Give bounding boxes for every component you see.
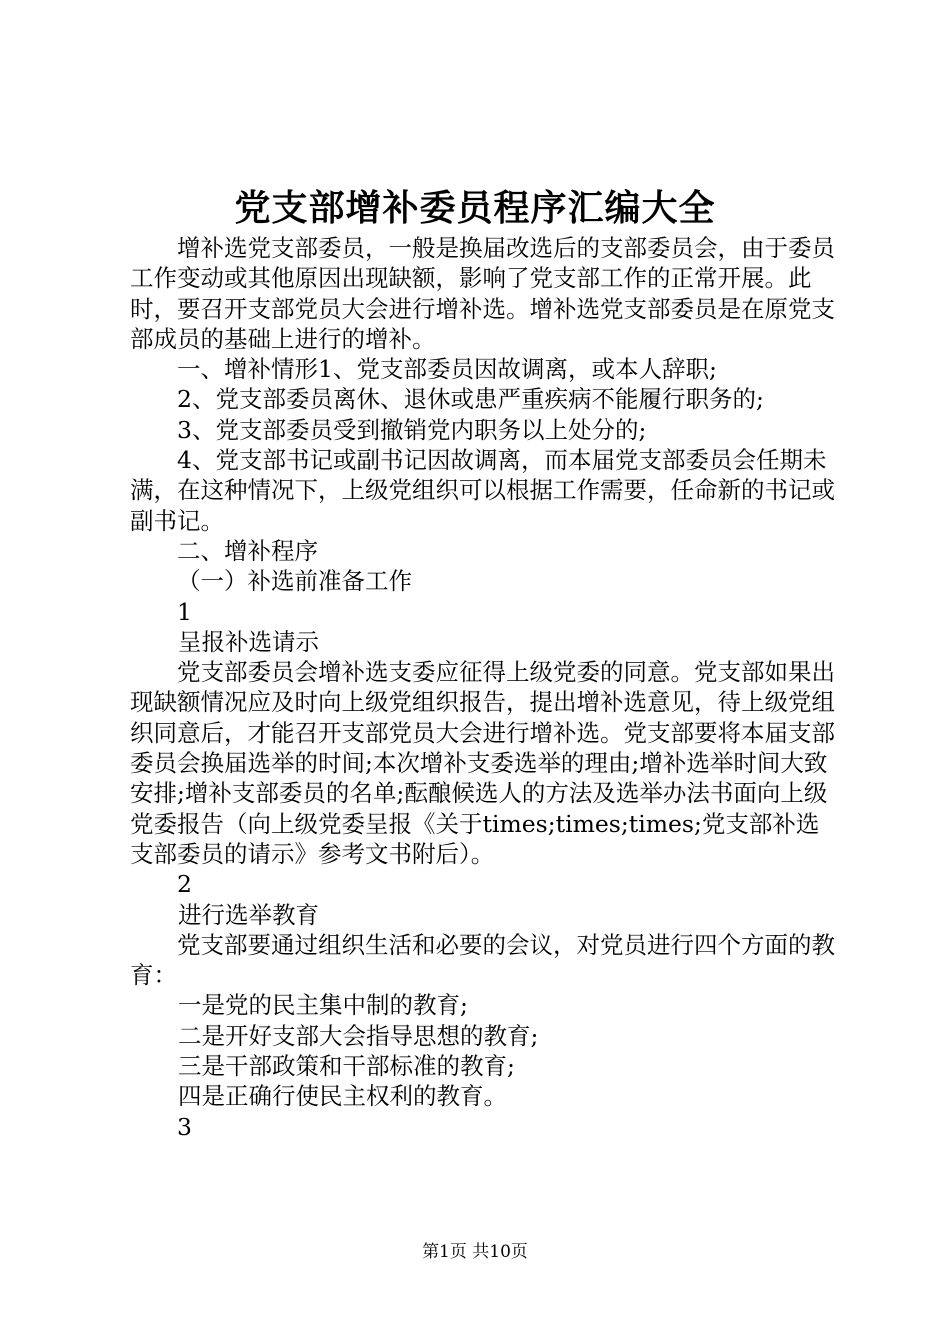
step-number-2: 2 [177, 870, 192, 899]
step-heading-2: 进行选举教育 [178, 900, 319, 929]
paragraph-item-4: 4、党支部书记或副书记因故调离，而本届党支部委员会任期未满，在这种情况下，上级党组织可以根据工作需要，任命新的书记或副书记。 [130, 446, 835, 535]
paragraph-subsection-1: （一）补选前准备工作 [177, 567, 412, 596]
step-heading-1: 呈报补选请示 [178, 627, 319, 656]
education-item-1: 一是党的民主集中制的教育; [178, 991, 468, 1020]
education-item-4: 四是正确行使民主权利的教育。 [178, 1082, 507, 1111]
paragraph-section-1: 一、增补情形1、党支部委员因故调离，或本人辞职; [177, 355, 717, 384]
step-number-1: 1 [177, 597, 192, 626]
paragraph-step-1: 党支部委员会增补选支委应征得上级党委的同意。党支部如果出现缺额情况应及时向上级党组织报告，提出增补选意见，待上级党组织同意后，才能召开支部党员大会进行增补选。党支部要将本届支部委员会换届选举的时间;本次增补支委选举的理由;增补选举时间大致安排;增补支部委员的名单;酝酿候选人的方法及选举办法书面向上级党委报告（向上级党委呈报《关于times;times;times;党支部补选支部委员的请示》参考文书附后）。 [130, 658, 835, 868]
paragraph-section-2: 二、增补程序 [177, 536, 318, 565]
document-body [130, 233, 835, 1142]
paragraph-item-3: 3、党支部委员受到撤销党内职务以上处分的; [177, 415, 647, 444]
page-footer: 第1页 共10页 [422, 1242, 528, 1262]
paragraph-intro: 增补选党支部委员，一般是换届改选后的支部委员会，由于委员工作变动或其他原因出现缺额，影响了党支部工作的正常开展。此时，要召开支部党员大会进行增补选。增补选党支部委员是在原党支部成员的基础上进行的增补。 [130, 234, 835, 353]
paragraph-item-2: 2、党支部委员离休、退休或患严重疾病不能履行职务的; [177, 385, 764, 414]
step-number-3: 3 [177, 1112, 192, 1141]
paragraph-step-2: 党支部要通过组织生活和必要的会议，对党员进行四个方面的教育： [130, 930, 835, 990]
education-item-2: 二是开好支部大会指导思想的教育; [178, 1021, 539, 1050]
document-title: 党支部增补委员程序汇编大全 [234, 187, 716, 229]
education-item-3: 三是干部政策和干部标准的教育; [178, 1052, 515, 1081]
